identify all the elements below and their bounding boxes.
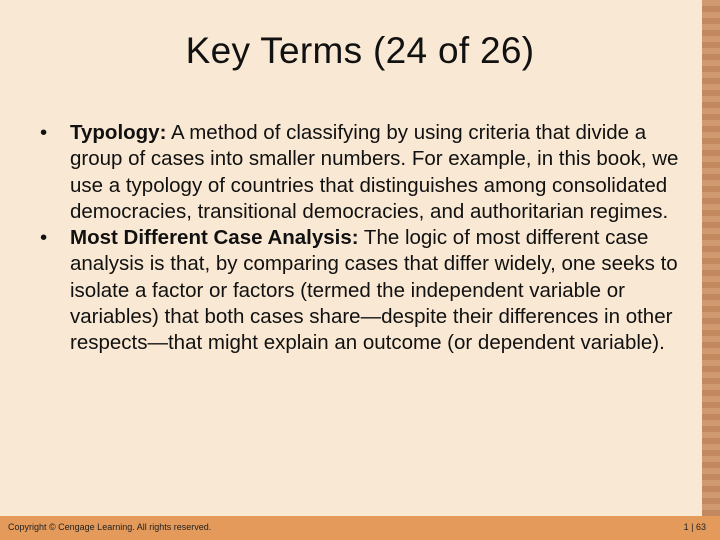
term-label: Most Different Case Analysis: <box>70 226 359 250</box>
bullet-typology <box>40 120 690 225</box>
slide-body <box>40 120 690 357</box>
bullet-most-different-case-analysis <box>40 225 690 356</box>
decorative-stripe <box>702 0 720 540</box>
copyright-notice: Copyright © Cengage Learning. All rights reserved. <box>8 522 212 532</box>
term-label: Typology: <box>70 121 167 144</box>
page-number: 1 | 63 <box>683 522 706 532</box>
footer-bar <box>0 516 720 540</box>
bullet-icon: • <box>40 226 48 250</box>
term-definition: The logic of most different case analysis is that, by comparing cases that differ widely, one seeks to isolate a factor or factors (termed the independent variable or variables) that both cases share—despite their differences in other respects—that might explain an outcome (or dependent variable). <box>70 226 678 355</box>
bullet-icon: • <box>40 121 48 144</box>
term-definition: A method of classifying by using criteria that divide a group of cases into smaller numbers. For example, in this book, we use a typology of countries that distinguishes among consolidated democracies, transitional democracies, and authoritarian regimes. <box>70 121 679 223</box>
slide-title: Key Terms (24 of 26) <box>185 30 535 71</box>
